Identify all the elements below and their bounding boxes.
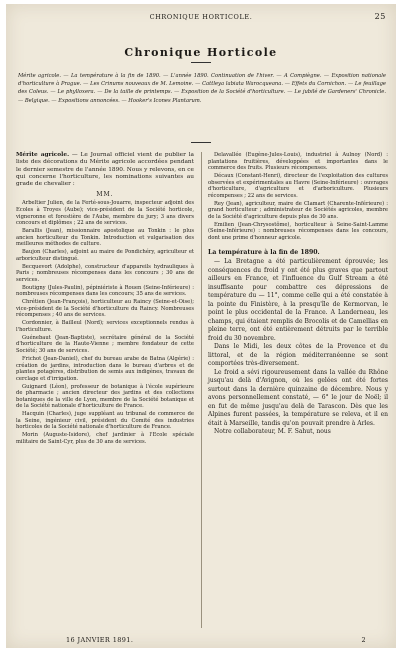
list-item: Delavallée (Eugène-Jules-Louis), industriel à Aulnoy (Nord) : plantations fruitières, développées et importantes dans le commerce des fruits. Plusieurs récompenses.: [208, 152, 388, 172]
mm-label: MM.: [96, 191, 114, 199]
list-item: Frichot (Jean-Daniel), chef du bureau arabe de Batna (Algérie) : création de jardins, introduction dans le bureau d'arbres et de plantes potagères, distribution de semis aux indigènes, travaux de cerclage et d'irrigation.: [16, 355, 194, 382]
section-intro: — La Bretagne a été particulièrement éprouvée; les conséquences du froid y ont été plus graves que partout ailleurs en France, et l'influence du Gulf Stream a été insuffisante pour combattre ces dépressions de température du — 11°, comme celle qui a été constatée à la pointe du Finistère, à la presqu'île de Kermorvan, le point le plus occidental de la France. A Landerneau, les champs, qui étaient remplis de Brocolis et de Camellias en pleine terre, ont été entièrement détruits par le terrible froid du 30 novembre.: [208, 258, 388, 342]
list-item: Rey (Jean), agriculteur, maire de Clamart (Charente-Inférieure) : grand horticulteur ; administrateur de Sociétés agricoles, membre de la Société d'agriculture depuis plus de 30 ans.: [208, 200, 388, 220]
signature-mark: 2: [361, 636, 366, 644]
intro-label: Mérite agricole.: [16, 152, 70, 158]
running-title: CHRONIQUE HORTICOLE.: [149, 13, 253, 21]
list-item: Guénebaut (Jean-Baptiste), secrétaire général de la Société d'horticulture de la Haute-Vienne ; membre fondateur de cette Société; 30 ans de services.: [16, 334, 194, 355]
issue-date: 16 JANVIER 1891.: [66, 636, 134, 644]
list-item: Guignard (Léon), professeur de botanique à l'école supérieure de pharmacie ; ancien directeur des jardins et des collections botaniques de la ville de Lyon, membre de la Société botanique et de la Société nationale d'horticulture de France.: [16, 383, 194, 410]
left-column: [16, 152, 194, 447]
list-item: Baujon (Charles), adjoint au maire de Pondichéry, agriculteur et arboriculteur distingué.: [16, 249, 194, 262]
section-heading: La température à la fin de 1890.: [208, 248, 320, 256]
list-item: Emilien (Jean-Chrysostôme), horticulteur à Seine-Saint-Lamme (Seine-Inférieure) : nombreuses récompenses dans les concours, dont une prime d'honneur agricole.: [208, 221, 388, 242]
list-item: Cordonnier, à Bailleul (Nord); services exceptionnels rendus à l'horticulture.: [16, 320, 194, 333]
right-column: [208, 152, 388, 437]
page-title: Chronique Horticole: [124, 46, 278, 59]
summary-paragraph: Mérite agricole. — La température à la fin de 1890. — L'année 1890. Continuation de l'hiver. — A Compiègne. — Exposition nationale d'horticulture à Prague. — Les Crinums nouveaux de M. Lemoine. — Cattleya labiata Warocqueana. — Effets du Cornichon. — Le feuillage des Coleus. — Le phylloxera. — De la taille de printemps. — Exposition de la Société d'horticulture. — Le jubilé de Gardeners' Chronicle. — Belgique. — Expositions annoncées. — Hooker's Icones Plantarum.: [18, 73, 386, 104]
list-item: Barallis (Jean), missionnaire apostolique au Tonkin : le plus ancien horticulteur du Tonkin. Introduction et vulgarisation des meilleures méthodes de culture.: [16, 228, 194, 248]
intro-paragraph: [16, 152, 194, 188]
summary-rule: [191, 142, 211, 143]
list-item: Chrétien (Jean-François), horticulteur au Raincy (Seine-et-Oise); vice-président de la Société d'horticulture du Raincy. Nombreuses récompenses ; 40 ans de services.: [16, 299, 194, 319]
intro-text: — Le Journal officiel vient de publier la liste des décorations du Mérite agricole accordées pendant le dernier semestre de l'année 1890. Nous y relevons, en ce qui concerne l'horticulture, les nominations suivantes au grade de chevalier :: [16, 152, 194, 188]
column-divider: [201, 152, 202, 628]
list-item: Hacquin (Charles), juge suppléant au tribunal de commerce de la Seine, ingénieur civil, président du Comité des industries horticoles de la Société nationale d'horticulture de France.: [16, 411, 194, 431]
list-item: Morin (Auguste-Isidore), chef jardinier à l'Ecole spéciale militaire de Saint-Cyr, plus de 30 ans de services.: [16, 432, 194, 445]
list-item: Becquevort (Adolphe), constructeur d'appareils hydrauliques à Paris ; nombreuses récompenses dans les concours ; 30 ans de services.: [16, 263, 194, 283]
body-paragraph: Dans le Midi, les deux côtes de la Provence et du littoral, et de la région méditerranéenne se sont comportées très-diversement.: [208, 343, 388, 368]
list-item: Arbeltier Julien, de la Ferté-sous-Jouarre, inspecteur adjoint des Ecoles à Troyes (Aube); vice-président de la Société horticole, vigneronne et forestière de l'Aube, membre du jury; 3 ans divers concours et diplômes ; 22 ans de services.: [16, 200, 194, 227]
list-item: Boutigny (Jules-Paulin), pépiniériste à Rouen (Seine-Inférieure) : nombreuses récompenses dans les concours; 35 ans de services.: [16, 284, 194, 298]
body-paragraph: Le froid a sévi rigoureusement dans la vallée du Rhône jusqu'au delà d'Avignon, où les gelées ont été fortes surtout dans la dernière quinzaine de décembre. Nous y avons personnellement constaté, — 6° le jour de Noël; il en fut de même jusqu'au delà de Tarascon. Dès que les Alpines furent passées, la température se releva, et il en était à Marseille, tandis qu'on pouvait prendre à Arles.: [208, 368, 388, 427]
newspaper-page: [6, 4, 396, 648]
title-rule: [191, 62, 211, 63]
page-number: 25: [374, 12, 386, 21]
body-paragraph: Notre collaborateur, M. F. Sahut, nous: [214, 428, 331, 436]
list-item: Décaux (Constant-Henri), directeur de l'exploitation des cultures observées et expérimentales au Havre (Seine-Inférieure) : ouvrages d'horticulture, d'agriculture et d'arboriculture. Plusieurs récompenses ; 22 ans de services.: [208, 173, 388, 199]
